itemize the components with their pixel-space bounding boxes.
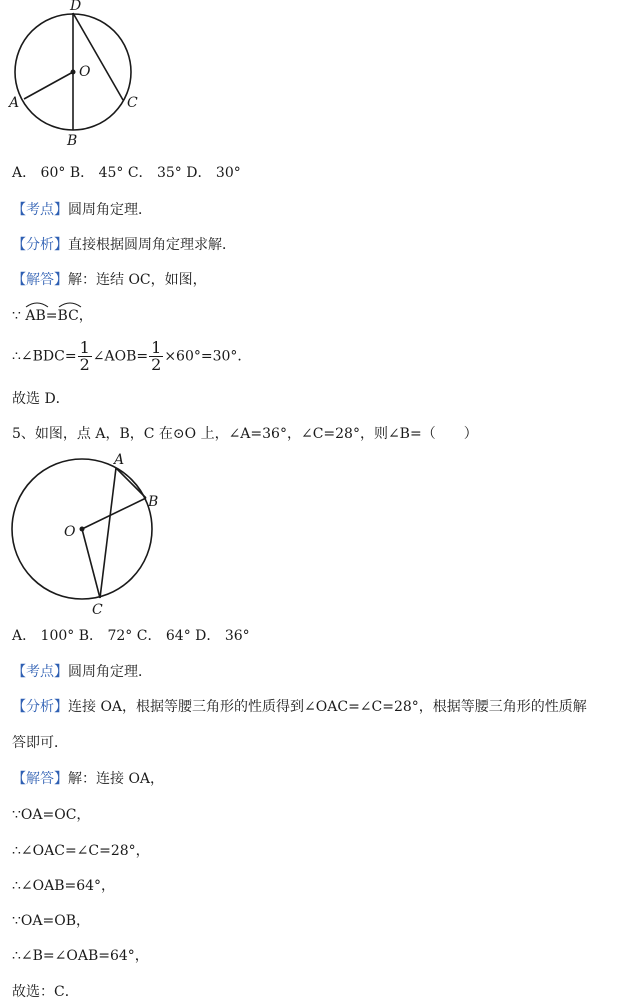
q4-options: A． 60° B． 45° C． 35° D． 30° bbox=[12, 165, 241, 181]
jieda-text: 解：连接 OA， bbox=[68, 771, 165, 787]
q5-fenxi bbox=[12, 697, 587, 717]
comma: ， bbox=[78, 308, 93, 324]
arc-mark-icon bbox=[58, 300, 82, 308]
jieda-tag: 【解答】 bbox=[12, 272, 68, 288]
fraction-half-2 bbox=[149, 340, 163, 373]
q4-kaodian bbox=[12, 200, 152, 220]
label-o: O bbox=[79, 64, 91, 80]
q4-jieda bbox=[12, 270, 207, 290]
arc-ab-label: AB bbox=[25, 308, 46, 324]
radius-oa bbox=[24, 72, 73, 99]
q5-fenxi-cont: 答即可． bbox=[12, 735, 68, 751]
frac-num: 1 bbox=[151, 338, 162, 357]
q5-options: A． 100° B． 72° C． 64° D． 36° bbox=[12, 628, 250, 644]
label-b: B bbox=[67, 133, 78, 149]
frac-num: 1 bbox=[79, 338, 90, 357]
q5-step-4: ∵OA=OB， bbox=[12, 913, 90, 929]
center-point-2 bbox=[80, 527, 85, 532]
arc-bc-label: BC bbox=[57, 308, 79, 324]
jieda-text: 解：连结 OC，如图， bbox=[68, 272, 207, 288]
kaodian-text: 圆周角定理． bbox=[68, 202, 152, 218]
jieda-tag: 【解答】 bbox=[12, 771, 68, 787]
q5-kaodian bbox=[12, 662, 152, 682]
fraction-half-1 bbox=[78, 340, 92, 373]
q4-fenxi bbox=[12, 235, 236, 255]
circle-figure-1 bbox=[0, 0, 160, 150]
because-symbol: ∵ bbox=[12, 308, 21, 324]
arc-bc bbox=[58, 306, 79, 326]
q5-question: 5、如图，点 A，B，C 在⊙O 上，∠A=36°，∠C=28°，则∠B=（ ） bbox=[12, 426, 478, 442]
therefore-result: ×60°=30°． bbox=[164, 348, 252, 365]
kaodian-tag: 【考点】 bbox=[12, 664, 68, 680]
fenxi-text: 连接 OA，根据等腰三角形的性质得到∠OAC=∠C=28°，根据等腰三角形的性质解 bbox=[68, 699, 587, 715]
therefore-aob: ∠AOB= bbox=[92, 348, 149, 365]
kaodian-tag: 【考点】 bbox=[12, 202, 68, 218]
equals-sign: = bbox=[45, 308, 58, 324]
label-d: D bbox=[70, 0, 82, 14]
label-c: C bbox=[127, 95, 138, 111]
frac-den: 2 bbox=[151, 355, 162, 374]
radius-oc bbox=[82, 529, 100, 598]
q5-step-3: ∴∠OAB=64°， bbox=[12, 878, 116, 894]
fenxi-text: 直接根据圆周角定理求解． bbox=[68, 237, 236, 253]
q5-step-2: ∴∠OAC=∠C=28°， bbox=[12, 843, 150, 859]
q5-answer: 故选：C． bbox=[12, 984, 79, 1000]
kaodian-text: 圆周角定理． bbox=[68, 664, 152, 680]
q4-therefore bbox=[12, 340, 251, 373]
label-a: A bbox=[9, 95, 20, 111]
label-b: B bbox=[148, 494, 159, 510]
q5-step-5: ∴∠B=∠OAB=64°， bbox=[12, 948, 149, 964]
radius-ob bbox=[82, 498, 146, 529]
chord-dc bbox=[73, 13, 123, 100]
label-c: C bbox=[92, 602, 103, 618]
center-point-1 bbox=[71, 70, 76, 75]
fenxi-tag: 【分析】 bbox=[12, 699, 68, 715]
fenxi-tag: 【分析】 bbox=[12, 237, 68, 253]
therefore-bdc: ∴∠BDC= bbox=[12, 348, 77, 365]
q5-step-1: ∵OA=OC， bbox=[12, 807, 91, 823]
circle-figure-2 bbox=[0, 448, 170, 618]
label-o: O bbox=[64, 524, 76, 540]
arc-mark-icon bbox=[25, 300, 49, 308]
label-a: A bbox=[114, 452, 125, 468]
chord-ac bbox=[100, 468, 116, 598]
q5-jieda bbox=[12, 769, 164, 789]
arc-ab bbox=[25, 306, 45, 326]
q4-answer: 故选 D． bbox=[12, 391, 70, 407]
q4-arc-equality bbox=[12, 306, 93, 326]
chord-ab bbox=[116, 468, 146, 498]
frac-den: 2 bbox=[79, 355, 90, 374]
